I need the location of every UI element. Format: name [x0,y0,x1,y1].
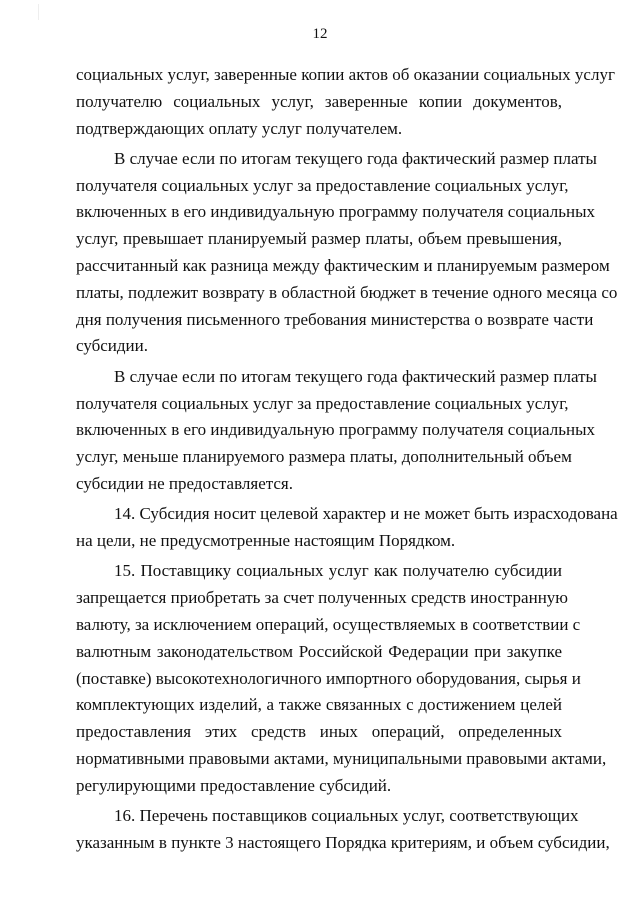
text-line: регулирующими предоставление субсидий. [76,775,392,795]
text-line: нормативными правовыми актами, муниципальными правовыми актами, [76,748,607,768]
text-line: включенных в его индивидуальную программу получателя социальных [76,202,595,222]
text-line: услуг, меньше планируемого размера платы, дополнительный объем [76,447,572,467]
text-line: подтверждающих оплату услуг получателем. [76,118,403,138]
paragraph [76,62,615,142]
text-line: рассчитанный как разница между фактическим и планируемым размером [76,256,610,276]
text-line: субсидии не предоставляется. [76,473,293,493]
text-line: субсидии. [76,336,148,356]
page-number: 12 [312,26,328,42]
paragraph [76,501,618,555]
text-line: на цели, не предусмотренные настоящим Порядком. [76,531,456,551]
text-line: получателя социальных услуг за предоставление социальных услуг, [76,175,569,195]
text-line: (поставке) высокотехнологичного импортного оборудования, сырья и [76,668,581,688]
text-line: валюту, за исключением операций, осуществляемых в соответствии с [76,614,581,634]
text-line: запрещается приобретать за счет полученных средств иностранную [76,588,568,608]
paragraph [76,146,618,360]
text-line: предоставления этих средств иных операций, определенных [76,722,562,742]
paragraph [76,558,607,799]
text-line: получателю социальных услуг, заверенные копии документов, [76,91,562,111]
text-line: получателя социальных услуг за предоставление социальных услуг, [76,393,569,413]
text-line: 14. Субсидия носит целевой характер и не может быть израсходована [114,504,618,524]
paragraph [76,364,597,498]
document-body [76,62,618,857]
text-line: 15. Поставщику социальных услуг как получателю субсидии [114,561,562,581]
text-line: В случае если по итогам текущего года фактический размер платы [114,148,597,168]
paragraph [76,803,610,857]
text-line: включенных в его индивидуальную программу получателя социальных [76,420,595,440]
text-line: указанным в пункте 3 настоящего Порядка критериям, и объем субсидии, [76,832,610,852]
scan-artifact [38,4,49,20]
text-line: 16. Перечень поставщиков социальных услуг, соответствующих [114,806,579,826]
text-line: В случае если по итогам текущего года фактический размер платы [114,366,597,386]
text-line: валютным законодательством Российской Федерации при закупке [76,641,562,661]
text-line: дня получения письменного требования министерства о возврате части [76,309,594,329]
text-line: социальных услуг, заверенные копии актов об оказании социальных услуг [76,65,615,84]
text-line: комплектующих изделий, а также связанных с достижением целей [76,695,562,715]
text-line: платы, подлежит возврату в областной бюджет в течение одного месяца со [76,282,618,302]
text-line: услуг, превышает планируемый размер платы, объем превышения, [76,229,562,249]
